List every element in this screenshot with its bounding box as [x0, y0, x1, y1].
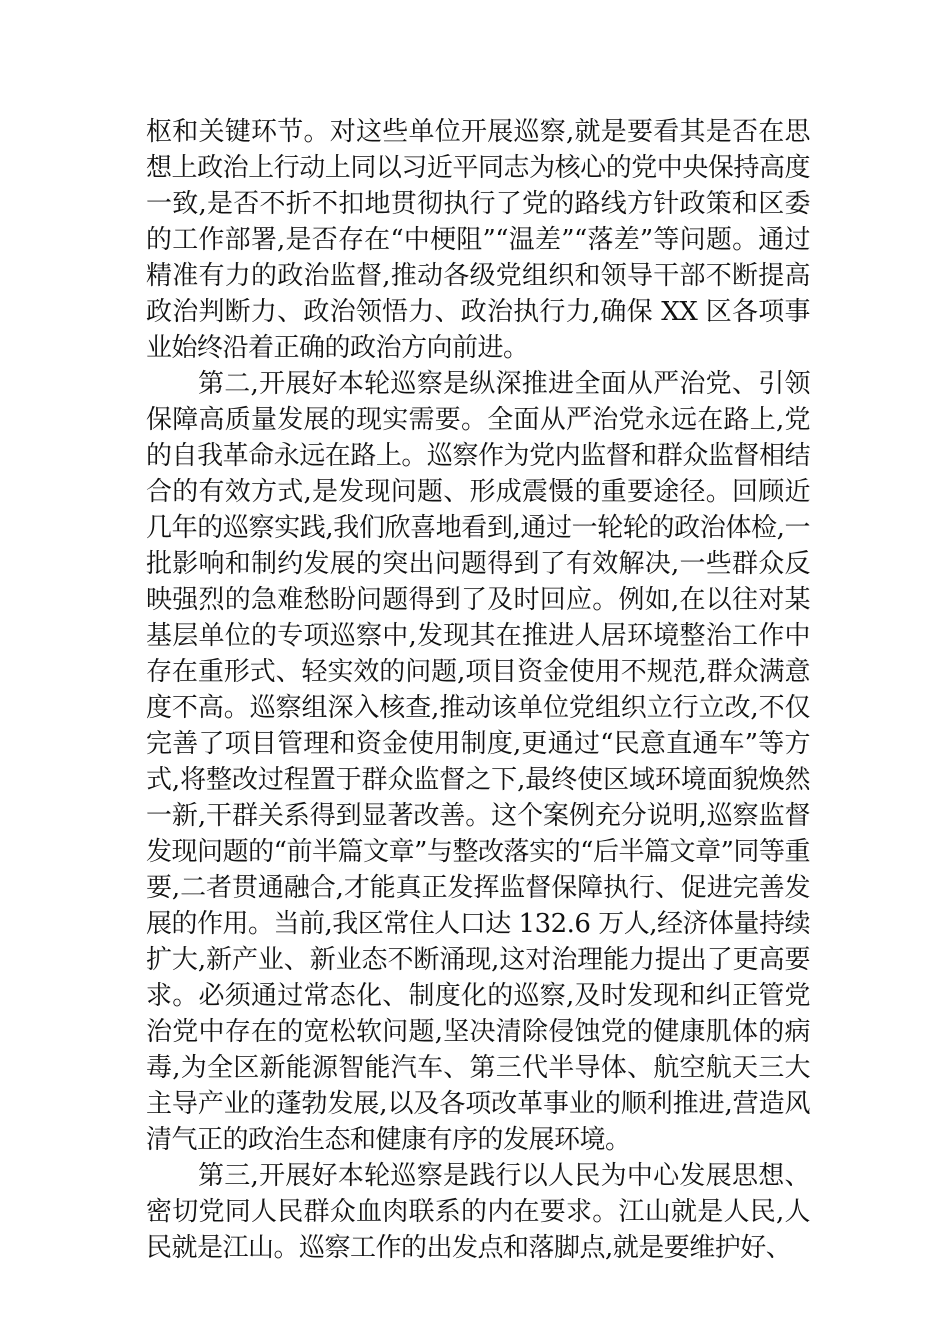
paragraph-second-point: 第二,开展好本轮巡察是纵深推进全面从严治党、引领保障高质量发展的现实需要。全面从严治党永远在路上,党的自我革命永远在路上。巡察作为党内监督和群众监督相结合的有效方式,是发现问题、形成震慑的重要途径。回顾近几年的巡察实践,我们欣喜地看到,通过一轮轮的政治体检,一批影响和制约发展的突出问题得到了有效解决,一些群众反映强烈的急难愁盼问题得到了及时回应。例如,在以往对某基层单位的专项巡察中,发现其在推进人居环境整治工作中存在重形式、轻实效的问题,项目资金使用不规范,群众满意度不高。巡察组深入核查,推动该单位党组织立行立改,不仅完善了项目管理和资金使用制度,更通过“民意直通车”等方式,将整改过程置于群众监督之下,最终使区域环境面貌焕然一新,干群关系得到显著改善。这个案例充分说明,巡察监督发现问题的“前半篇文章”与整改落实的“后半篇文章”同等重要,二者贯通融合,才能真正发挥监督保障执行、促进完善发展的作用。当前,我区常住人口达 132.6 万人,经济体量持续扩大,新产业、新业态不断涌现,这对治理能力提出了更高要求。必须通过常态化、制度化的巡察,及时发现和纠正管党治党中存在的宽松软问题,坚决清除侵蚀党的健康肌体的病毒,为全区新能源智能汽车、第三代半导体、航空航天三大主导产业的蓬勃发展,以及各项改革事业的顺利推进,营造风清气正的政治生态和健康有序的发展环境。	[146, 369, 810, 1155]
paragraph-continuation: 枢和关键环节。对这些单位开展巡察,就是要看其是否在思想上政治上行动上同以习近平同志为核心的党中央保持高度一致,是否不折不扣地贯彻执行了党的路线方针政策和区委的工作部署,是否存在“中梗阻”“温差”“落差”等问题。通过精准有力的政治监督,推动各级党组织和领导干部不断提高政治判断力、政治领悟力、政治执行力,确保 XX 区各项事业始终沿着正确的政治方向前进。	[146, 117, 810, 363]
document-body	[146, 114, 810, 1266]
paragraph-third-point: 第三,开展好本轮巡察是践行以人民为中心发展思想、密切党同人民群众血肉联系的内在要求。江山就是人民,人民就是江山。巡察工作的出发点和落脚点,就是要维护好、	[146, 1161, 810, 1263]
